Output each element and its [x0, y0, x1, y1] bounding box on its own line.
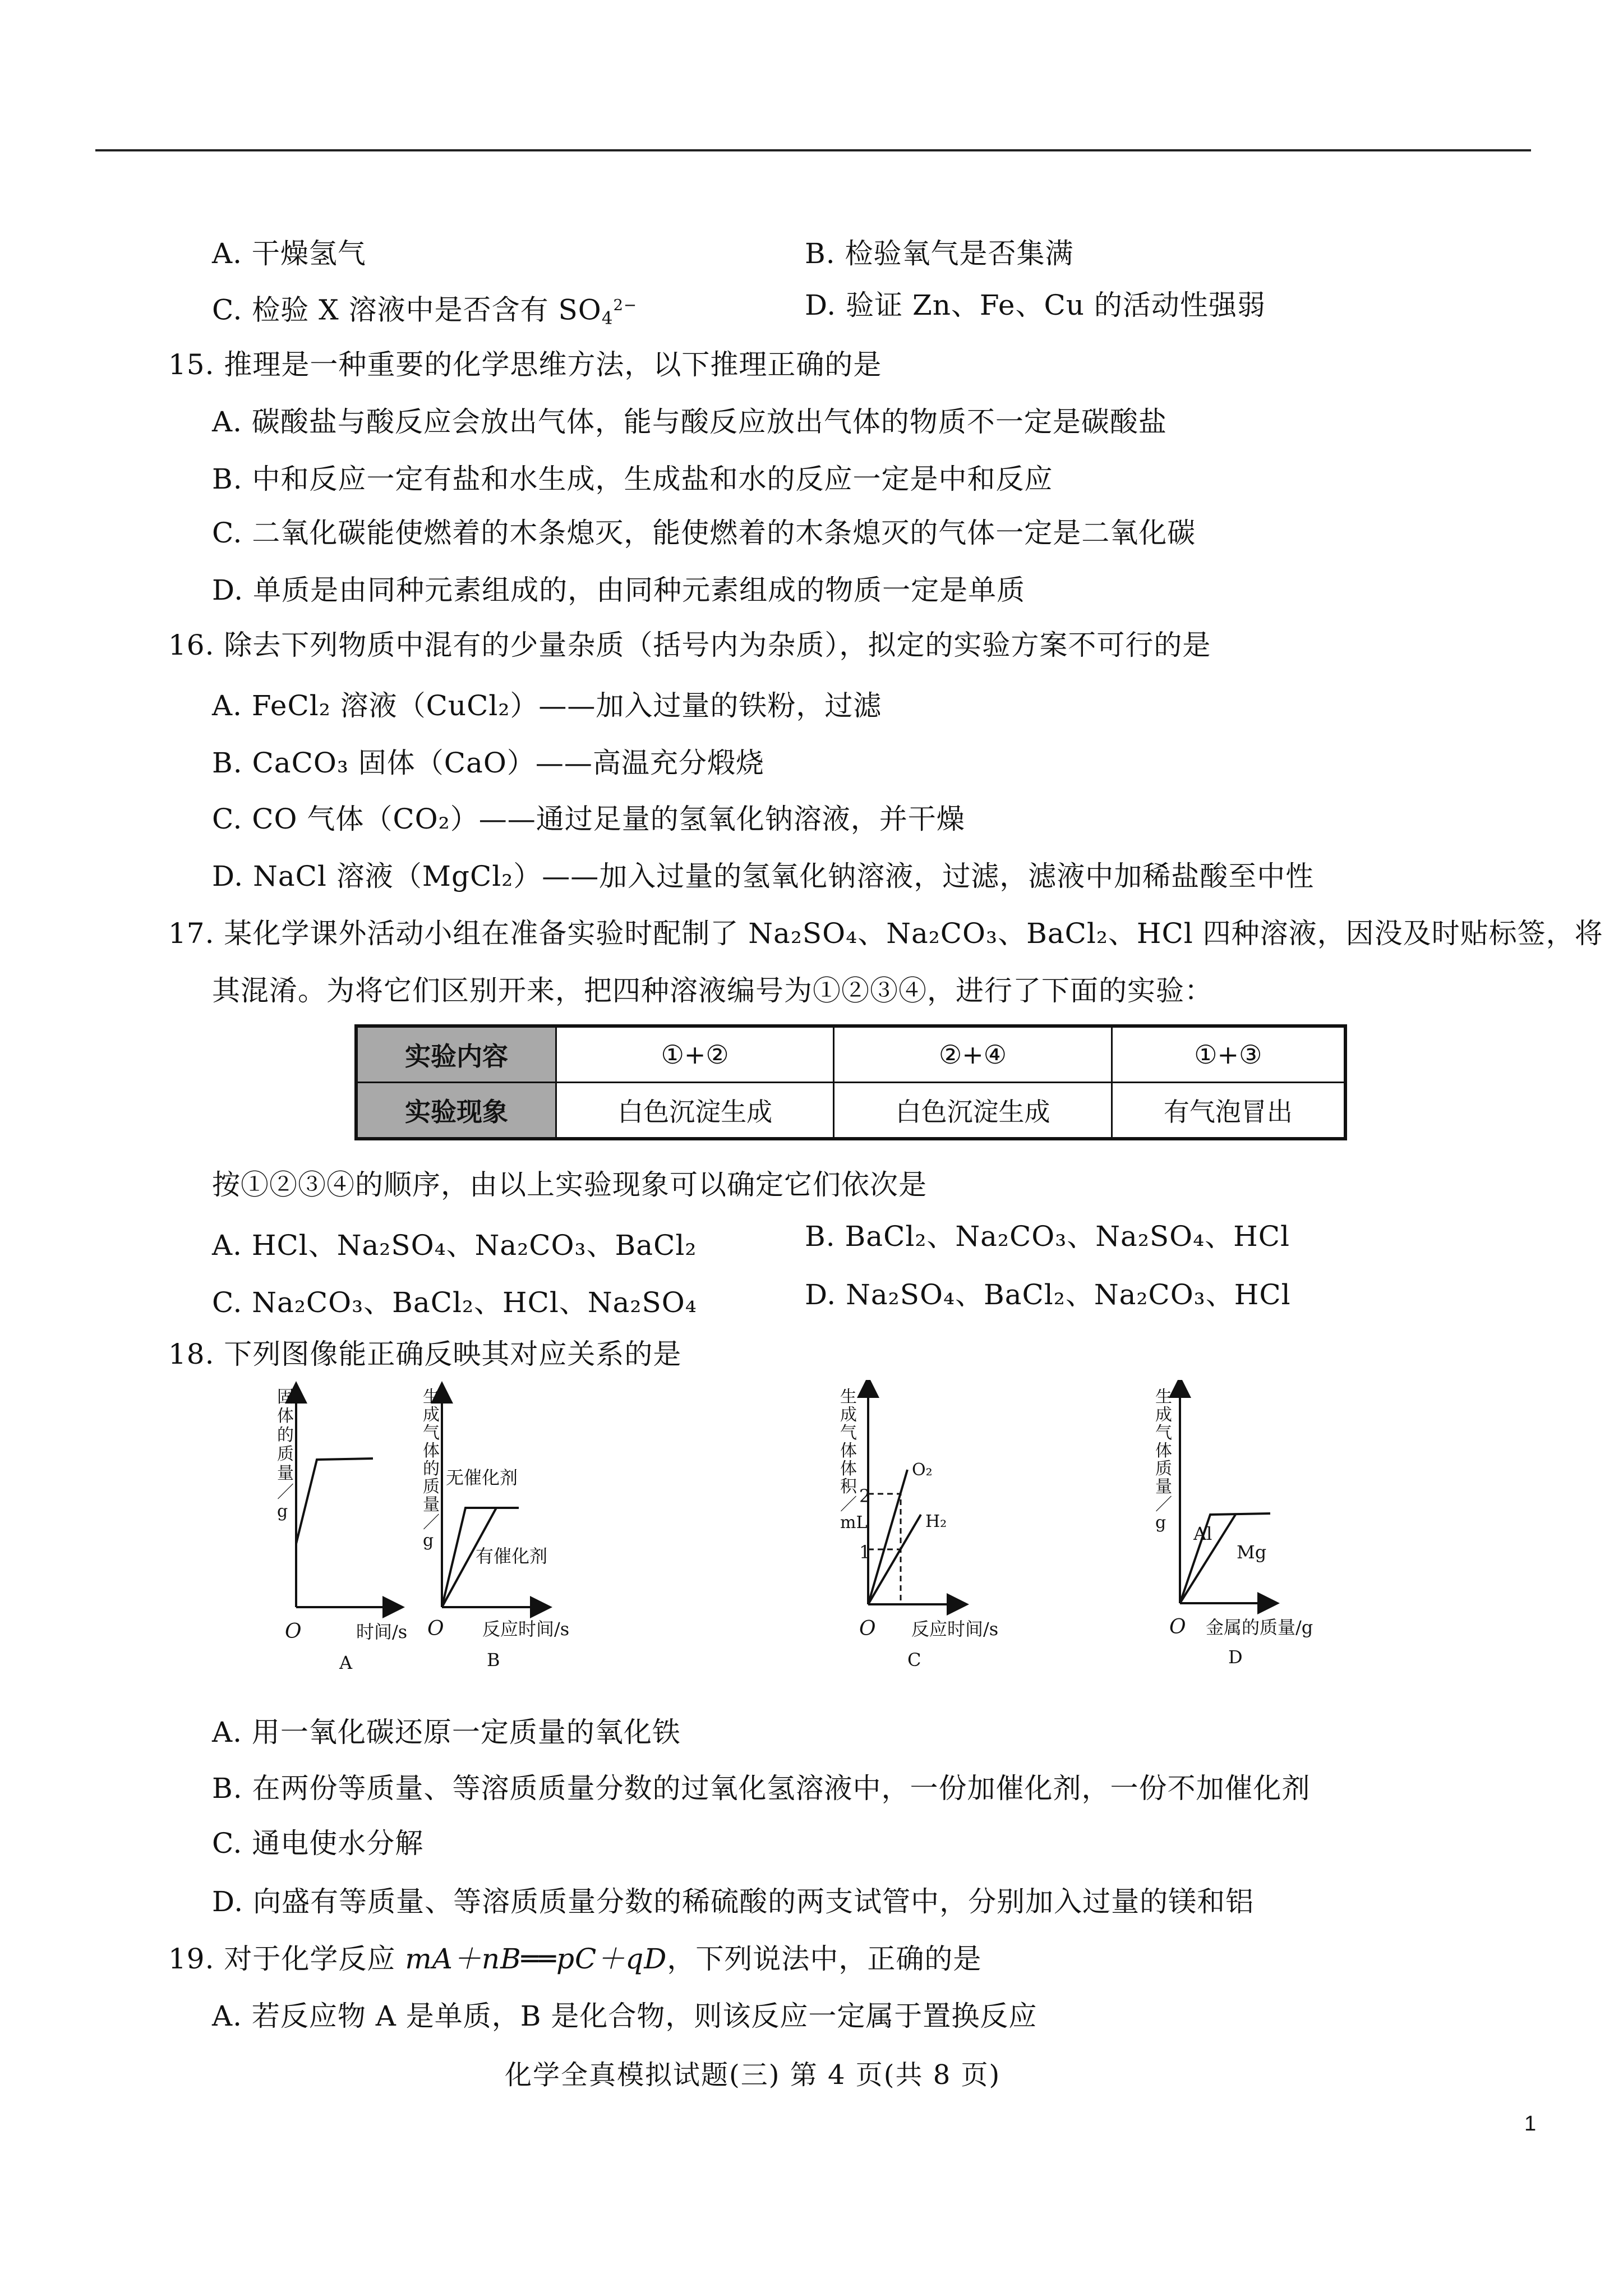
q14-option-a: A. 干燥氢气	[212, 237, 366, 270]
y-axis-label-char: 气	[423, 1423, 440, 1443]
y-axis-label-char: 固	[277, 1387, 294, 1407]
y-axis-label-char: 生	[1155, 1387, 1172, 1407]
y-axis-label-char: 质	[277, 1444, 294, 1464]
y-axis-label-char: 生	[423, 1387, 440, 1407]
q16-option-a: A. FeCl₂ 溶液（CuCl₂）——加入过量的铁粉，过滤	[212, 689, 882, 722]
table-cell: 白色沉淀生成	[556, 1083, 834, 1139]
y-axis-label-char: 的	[277, 1425, 294, 1445]
series-o2	[868, 1470, 907, 1604]
y-axis-label-char: ／	[277, 1483, 294, 1502]
table-cell: ①+③	[1112, 1026, 1345, 1083]
q14-option-c	[212, 287, 637, 336]
q16-option-d: D. NaCl 溶液（MgCl₂）——加入过量的氢氧化钠溶液，过滤，滤液中加稀盐酸至中性	[212, 860, 1315, 892]
y-axis-label-char: mL	[840, 1513, 868, 1533]
q17-option-b: B. BaCl₂、Na₂CO₃、Na₂SO₄、HCl	[805, 1220, 1290, 1253]
q15-stem: 15. 推理是一种重要的化学思维方法，以下推理正确的是	[168, 348, 882, 381]
top-rule	[95, 149, 1531, 151]
q15-option-b: B. 中和反应一定有盐和水生成，生成盐和水的反应一定是中和反应	[212, 463, 1053, 495]
q15-option-a: A. 碳酸盐与酸反应会放出气体，能与酸反应放出气体的物质不一定是碳酸盐	[212, 406, 1167, 438]
y-axis-label-char: ／	[840, 1495, 857, 1515]
table-cell: ②+④	[834, 1026, 1112, 1083]
y-axis-label-char: 体	[423, 1441, 440, 1461]
x-axis-label: 反应时间/s	[482, 1618, 570, 1640]
origin-label: O	[427, 1617, 444, 1640]
q16-stem: 16. 除去下列物质中混有的少量杂质（括号内为杂质），拟定的实验方案不可行的是	[168, 629, 1211, 661]
q18-option-c: C. 通电使水分解	[212, 1827, 424, 1860]
series-label-mg: Mg	[1237, 1542, 1267, 1563]
row-header-phenomenon: 实验现象	[356, 1083, 556, 1139]
y-axis-label-char: 体	[840, 1441, 857, 1461]
y-axis-label-char: 质	[1155, 1459, 1172, 1479]
series-label-al: Al	[1193, 1523, 1212, 1544]
x-axis-label: 时间/s	[356, 1621, 408, 1642]
q18-stem: 18. 下列图像能正确反映其对应关系的是	[168, 1338, 682, 1370]
y-axis-label-char: 量	[1155, 1477, 1172, 1497]
series-line	[296, 1458, 373, 1544]
origin-label: O	[1169, 1616, 1186, 1639]
y-axis-label-char: 积	[840, 1477, 857, 1497]
graph-caption: C	[907, 1649, 921, 1671]
q19-stem-prefix: 19. 对于化学反应	[168, 1943, 405, 1975]
page-number: 1	[1524, 2112, 1537, 2136]
y-axis-label-char: 成	[423, 1405, 440, 1425]
q17-stem-line2: 其混淆。为将它们区别开来，把四种溶液编号为①②③④，进行了下面的实验：	[212, 974, 1213, 1007]
q17-question: 按①②③④的顺序，由以上实验现象可以确定它们依次是	[212, 1168, 927, 1201]
q19-option-a: A. 若反应物 A 是单质，B 是化合物，则该反应一定属于置换反应	[212, 2000, 1038, 2032]
q16-option-b: B. CaCO₃ 固体（CaO）——高温充分煅烧	[212, 747, 764, 779]
y-axis-label-char: g	[277, 1502, 288, 1521]
q14-option-b: B. 检验氧气是否集满	[805, 237, 1074, 270]
q18-option-b: B. 在两份等质量、等溶质质量分数的过氧化氢溶液中，一份加催化剂，一份不加催化剂	[212, 1772, 1311, 1805]
q18-option-a: A. 用一氧化碳还原一定质量的氧化铁	[212, 1716, 681, 1749]
graph-c	[830, 1380, 1144, 1683]
q14-sup: 2−	[613, 296, 638, 314]
graph-d	[1144, 1380, 1458, 1683]
series-label-h2: H₂	[925, 1512, 947, 1531]
series-label-o2: O₂	[912, 1460, 933, 1480]
series-h2	[868, 1515, 921, 1604]
table-row	[356, 1026, 1345, 1083]
y-axis-label-char: 量	[277, 1464, 294, 1483]
origin-label: O	[859, 1617, 876, 1640]
q17-option-c: C. Na₂CO₃、BaCl₂、HCl、Na₂SO₄	[212, 1286, 697, 1319]
q19-stem	[168, 1941, 981, 1977]
y-axis-label-char: 体	[1155, 1441, 1172, 1461]
series-label-with-catalyst: 有催化剂	[476, 1545, 548, 1567]
y-axis-label-char: g	[423, 1531, 434, 1550]
y-tick-2: 2	[859, 1485, 871, 1507]
graph-caption: D	[1228, 1646, 1243, 1668]
y-axis-label	[423, 1387, 440, 1550]
graph-b	[415, 1380, 729, 1683]
x-axis-label: 金属的质量/g	[1206, 1617, 1313, 1638]
experiment-table	[354, 1024, 1347, 1140]
y-axis-label-char: ／	[1155, 1495, 1172, 1515]
origin-label: O	[285, 1620, 302, 1643]
q17-option-a: A. HCl、Na₂SO₄、Na₂CO₃、BaCl₂	[212, 1229, 697, 1262]
y-axis-label-char: 气	[1155, 1423, 1172, 1443]
table-cell: 白色沉淀生成	[834, 1083, 1112, 1139]
y-axis-label-char: 成	[840, 1405, 857, 1425]
q15-option-c: C. 二氧化碳能使燃着的木条熄灭，能使燃着的木条熄灭的气体一定是二氧化碳	[212, 517, 1196, 549]
y-axis-label-char: ／	[423, 1513, 440, 1533]
table-cell: 有气泡冒出	[1112, 1083, 1345, 1139]
y-axis-label-char: 气	[840, 1423, 857, 1443]
y-axis-label	[1155, 1387, 1172, 1533]
page-footer: 化学全真模拟试题(三) 第 4 页(共 8 页)	[505, 2059, 1001, 2091]
q19-stem-suffix: ，下列说法中，正确的是	[667, 1943, 982, 1975]
q14-option-d: D. 验证 Zn、Fe、Cu 的活动性强弱	[805, 289, 1266, 321]
y-axis-label-char: 生	[840, 1387, 857, 1407]
q15-option-d: D. 单质是由同种元素组成的，由同种元素组成的物质一定是单质	[212, 574, 1026, 606]
q16-option-c: C. CO 气体（CO₂）——通过足量的氢氧化钠溶液，并干燥	[212, 803, 965, 835]
graph-caption: A	[339, 1652, 353, 1673]
y-axis-label	[277, 1387, 294, 1521]
y-axis-label-char: 质	[423, 1477, 440, 1497]
q19-equation: mA＋nB══pC＋qD	[405, 1943, 667, 1975]
y-axis-label-char: 体	[840, 1459, 857, 1479]
q14-sub: 4	[601, 308, 614, 329]
table-row	[356, 1083, 1345, 1139]
y-axis-label	[840, 1387, 867, 1533]
row-header-content: 实验内容	[356, 1026, 556, 1083]
q17-stem-line1: 17. 某化学课外活动小组在准备实验时配制了 Na₂SO₄、Na₂CO₃、BaCl₂、HCl 四种溶液，因没及时贴标签，将	[168, 917, 1603, 950]
y-axis-label-char: 成	[1155, 1405, 1172, 1425]
graph-caption: B	[487, 1649, 500, 1671]
y-axis-label-char: 的	[423, 1459, 440, 1479]
x-axis-label: 反应时间/s	[911, 1618, 999, 1640]
q18-option-d: D. 向盛有等质量、等溶质质量分数的稀硫酸的两支试管中，分别加入过量的镁和铝	[212, 1885, 1255, 1918]
y-axis-label-char: g	[1155, 1513, 1166, 1533]
q17-option-d: D. Na₂SO₄、BaCl₂、Na₂CO₃、HCl	[805, 1278, 1291, 1311]
y-axis-label-char: 体	[277, 1406, 294, 1426]
y-tick-1: 1	[859, 1542, 871, 1563]
q14-option-c-text: C. 检验 X 溶液中是否含有 SO	[212, 293, 602, 326]
y-axis-label-char: 量	[423, 1495, 440, 1515]
q18-graphs	[269, 1380, 1447, 1683]
series-label-no-catalyst: 无催化剂	[446, 1467, 518, 1488]
table-cell: ①+②	[556, 1026, 834, 1083]
